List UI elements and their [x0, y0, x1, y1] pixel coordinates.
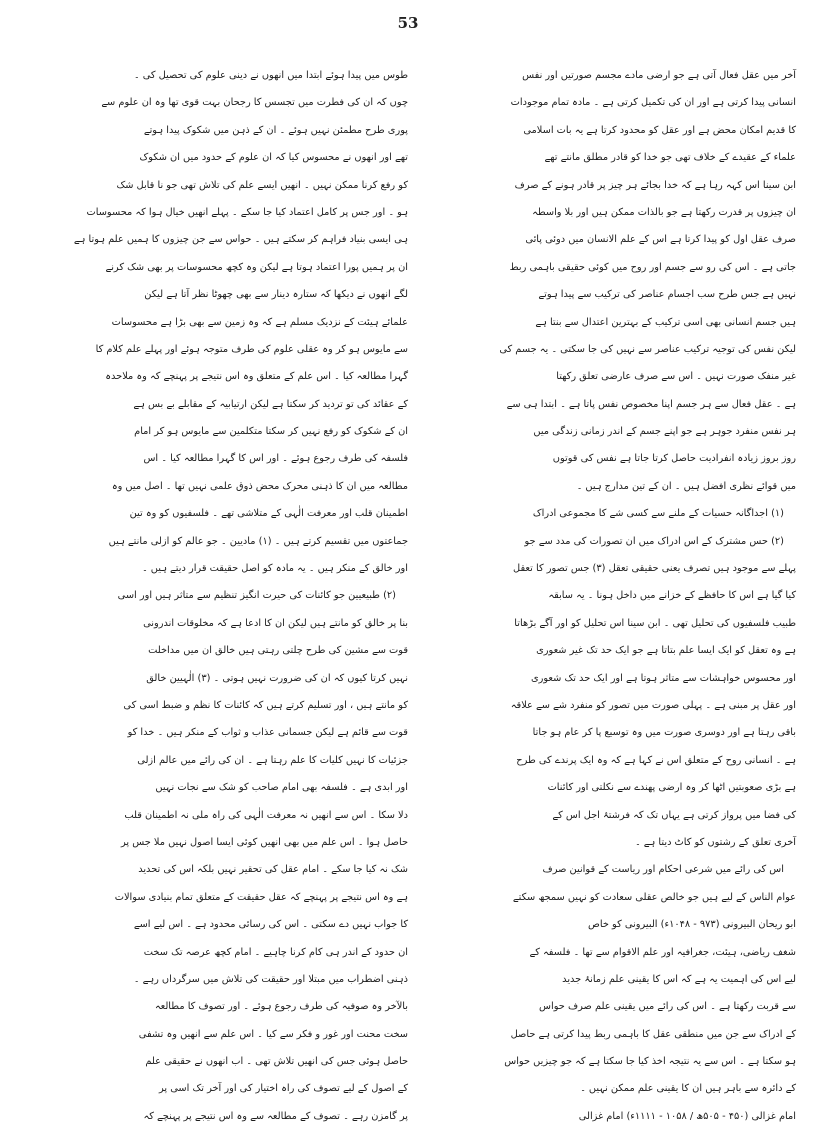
- text-line: لیے اس کی اہمیت یہ ہے کہ اس کا یقینی علم زمانۂ جدید: [562, 973, 796, 985]
- text-line: پر گامزن رہے ۔ تصوف کے مطالعہ سے وہ اس نتیجے پر پہنچے کہ: [143, 1110, 408, 1122]
- text-line: علماء کے عقیدے کے خلاف تھی جو خدا کو قادر مطلق مانتے تھے: [544, 152, 796, 164]
- text-line: جاتی ہے ۔ اس کی رو سے جسم اور روح میں کوئی حقیقی باہمی ربط: [509, 261, 796, 273]
- text-line: قوت سے قائم ہے لیکن جسمانی عذاب و ثواب کے منکر ہیں ۔ خدا کو: [127, 727, 408, 739]
- text-line: لیکن نفس کی توجیہ ترکیب عناصر سے نہیں کی جا سکتی ۔ یہ جسم کی: [499, 343, 796, 355]
- text-line: امام غزالی (۴۵۰ - ۵۰۵ھ / ۱۰۵۸ - ۱۱۱۱ء) امام غزالی: [578, 1110, 796, 1122]
- text-line: کو مانتے ہیں ، اور تسلیم کرتے ہیں کہ کائنات کا نظم و ضبط اسی کی: [123, 699, 408, 711]
- text-line: باقی رہتا ہے اور دوسری صورت میں وہ توسیع پا کر عام ہو جاتا: [532, 727, 796, 739]
- text-line: طبیب فلسفیوں کی تحلیل تھی ۔ ابن سینا اس تحلیل کو اور آگے بڑھاتا: [514, 617, 796, 629]
- text-line: شغف ریاضی، ہیئت، جغرافیہ اور علم الاقوام سے تھا ۔ فلسفہ کے: [529, 946, 796, 958]
- text-line: پہلے سے موجود ہیں تصرف یعنی حقیقی تعقل (۳) جس تصور کا تعقل: [513, 563, 796, 575]
- text-line: ہے وہ اس نتیجے پر پہنچے کہ عقل حقیقت کے متعلق تمام بنیادی سوالات: [114, 891, 408, 903]
- text-line: کے اصول کے لیے تصوف کی راہ اختیار کی اور آخر تک اسی پر: [159, 1083, 408, 1095]
- text-line: علمائے ہیئت کے نزدیک مسلم ہے کہ وہ زمین سے بھی بڑا ہے محسوسات: [111, 316, 408, 328]
- text-line: حاصل ہوئی جس کی انھیں تلاش تھی ۔ اب انھوں نے حقیقی علم: [145, 1056, 408, 1068]
- text-line: ان حدود کے اندر ہی کام کرنا چاہیے ۔ امام کچھ عرصہ تک سخت: [143, 946, 408, 958]
- text-line: ان کے شکوک کو رفع نہیں کر سکتا متکلمین سے مایوس ہو کر امام: [134, 426, 408, 438]
- text-line: غیر منفک صورت نہیں ۔ اس سے صرف عارضی تعلق رکھتا: [556, 371, 796, 383]
- text-line: کا قدیم امکان محض ہے اور عقل کو محدود کرتا ہے یہ بات اسلامی: [523, 124, 796, 136]
- text-line: اور عقل پر مبنی ہے ۔ پہلی صورت میں تصور کو منفرد شے سے علاقہ: [510, 699, 796, 711]
- text-line: کے دائرہ سے باہر ہیں ان کا یقینی علم ممکن نہیں ۔: [580, 1083, 796, 1095]
- text-line: طوس میں پیدا ہوئے ابتدا میں انھوں نے دینی علوم کی تحصیل کی ۔: [133, 70, 408, 81]
- text-line: روز بروز زیادہ انفرادیت حاصل کرتا جاتا ہے نفس کی قوتوں: [552, 453, 796, 465]
- text-line: ہے ۔ انسانی روح کے متعلق اس نے کہا ہے کہ وہ ایک پرندے کی طرح: [516, 754, 796, 766]
- text-line: فلسفہ کی طرف رجوع ہوئے ۔ اور اس کا گہرا مطالعہ کیا ۔ اس: [143, 453, 408, 465]
- text-line: نہیں ہے جس طرح سب اجسام عناصر کی ترکیب سے پیدا ہوتے: [538, 289, 796, 301]
- text-line: حاصل ہوا ۔ اس علم میں بھی انھیں کوئی ایسا اصول نہیں ملا جس پر: [120, 836, 408, 848]
- text-line: ہے ۔ عقل فعال سے ہر جسم اپنا مخصوص نفس پاتا ہے ۔ ابتدا ہی سے: [506, 398, 796, 410]
- text-line: (۲) حس مشترک کے اس ادراک میں ان تصورات کی مدد سے جو: [524, 535, 784, 547]
- text-line: (۲) طبیعیین جو کائنات کی حیرت انگیز تنظیم سے متاثر ہیں اور اسی: [117, 590, 396, 602]
- text-line: پوری طرح مطمئن نہیں ہوئے ۔ ان کے ذہن میں شکوک پیدا ہوتے: [143, 124, 408, 136]
- text-line: تھے اور انھوں نے محسوس کیا کہ ان علوم کے حدود میں ان شکوک: [139, 152, 408, 164]
- text-line: قوت سے مشین کی طرح چلتی رہتی ہیں خالق ان میں مداخلت: [148, 645, 408, 657]
- text-line: کو رفع کرنا ممکن نہیں ۔ انھیں ایسے علم کی تلاش تھی جو نا قابل شک: [116, 179, 408, 191]
- text-line: اور ابدی ہے ۔ فلسفہ بھی امام صاحب کو شک سے نجات نہیں: [155, 782, 408, 794]
- text-line: جماعتوں میں تقسیم کرتے ہیں ۔ (۱) مادیین ۔ جو عالم کو ازلی مانتے ہیں: [108, 535, 408, 547]
- text-line: بنا پر خالق کو مانتے ہیں لیکن ان کا ادعا ہے کہ مخلوقات اندرونی: [143, 617, 408, 629]
- text-line: نہیں کرتا کیوں کہ ان کی ضرورت نہیں ہوتی ۔ (۳) الٰہیین خالق: [146, 672, 408, 684]
- page-number: 53: [397, 14, 419, 32]
- text-line: اطمینان قلب اور معرفت الٰہی کے متلاشی تھے ۔ فلسفیوں کو وہ تین: [129, 508, 408, 520]
- text-line: چوں کہ ان کی فطرت میں تجسس کا رجحان بہت قوی تھا وہ ان علوم سے: [101, 97, 408, 109]
- text-line: ہی ایسی بنیاد فراہم کر سکتے ہیں ۔ حواس سے جن چیزوں کا ہمیں علم ہوتا ہے: [73, 234, 408, 246]
- text-line: آخر میں عقل فعال آتی ہے جو ارضی مادے مجسم صورتیں اور نفس: [522, 70, 796, 81]
- text-line: کا جواب نہیں دے سکتی ۔ اس کی رسائی محدود ہے ۔ اس لیے اسے: [133, 919, 408, 931]
- text-line: بالآخر وہ صوفیہ کی طرف رجوع ہوئے ۔ اور تصوف کا مطالعہ: [154, 1001, 408, 1013]
- text-line: جزئیات کا نہیں کلیات کا علم رہتا ہے ۔ ان کی رائے میں عالم ازلی: [137, 754, 408, 766]
- text-line: شک نہ کیا جا سکے ۔ امام عقل کی تحقیر نہیں بلکہ اس کی تحدید: [138, 864, 408, 876]
- right-text-column: [410, 62, 796, 1122]
- text-line: دلا سکا ۔ اس سے انھیں نہ معرفت الٰہی کی راہ ملی نہ اطمینان قلب: [124, 809, 408, 821]
- text-line: ہے بڑی صعوبتیں اٹھا کر وہ ارضی پھندے سے نکلتی اور کائنات: [547, 782, 796, 794]
- text-line: (۱) اجداگانہ حسیات کے ملنے سے کسی شے کا مجموعی ادراک: [532, 508, 784, 520]
- text-line: ان پر ہمیں پورا اعتماد ہوتا ہے لیکن وہ کچھ محسوسات پر بھی شک کرنے: [105, 261, 408, 273]
- text-line: کیا گیا ہے اس کا حافظے کے خزانے میں داخل ہونا ۔ یہ سابقہ: [548, 590, 796, 602]
- text-line: صرف عقل اول کو پیدا کرتا ہے اس کے علم الانسان میں دوئی پائی: [525, 234, 796, 246]
- text-line: کی فضا میں پرواز کرتی ہے یہاں تک کہ فرشتۂ اجل اس کے: [552, 809, 796, 821]
- text-line: انسانی پیدا کرتی ہے اور ان کی تکمیل کرتی ہے ۔ مادہ تمام موجودات: [510, 97, 796, 109]
- text-line: کے عقائد کی تو تردید کر سکتا ہے لیکن ارتیابیہ کے مقابلے بے بس ہے: [133, 398, 408, 410]
- text-line: میں قوائے نظری افضل ہیں ۔ ان کے تین مدارج ہیں ۔: [576, 480, 796, 492]
- text-line: اور محسوس خواہشات سے متاثر ہوتا ہے اور ایک حد تک شعوری: [530, 672, 796, 684]
- text-line: سے قربت رکھتا ہے ۔ اس کی رائے میں یقینی علم صرف حواس: [539, 1001, 796, 1013]
- text-line: گہرا مطالعہ کیا ۔ اس علم کے متعلق وہ اس نتیجے پر پہنچے کہ وہ ملاحدہ: [105, 371, 408, 383]
- text-line: ذہنی اضطراب میں مبتلا اور حقیقت کی تلاش میں سرگرداں رہے ۔: [133, 973, 408, 985]
- text-line: لگے انھوں نے دیکھا کہ ستارہ دینار سے بھی چھوٹا نظر آتا ہے لیکن: [144, 289, 408, 301]
- text-line: کے ادراک سے جن میں منطقی عقل کا باہمی ربط پیدا کرتی ہے حاصل: [510, 1028, 796, 1040]
- text-line: ابن سینا اس کہہ رہا ہے کہ خدا بجائے ہر چیز پر قادر ہونے کے صرف: [514, 179, 796, 191]
- text-line: آخری تعلق کے رشتوں کو کاٹ دیتا ہے ۔: [634, 836, 796, 848]
- text-line: اور خالق کے منکر ہیں ۔ یہ مادہ کو اصل حقیقت قرار دیتے ہیں ۔: [141, 563, 408, 575]
- text-line: ہے وہ تعقل کو ایک ایسا علم بتاتا ہے جو ایک حد تک غیر شعوری: [536, 645, 796, 657]
- text-line: ابو ریحان البیرونی (۹۷۳ - ۱۰۴۸ء) البیرونی کو خاص: [588, 919, 796, 931]
- text-line: ہر نفس منفرد جوہر ہے جو اپنے جسم کے اندر زمانی زندگی میں: [533, 426, 796, 438]
- text-line: مطالعہ میں ان کا ذہنی محرک محض ذوق علمی نہیں تھا ۔ اصل میں وہ: [111, 480, 408, 492]
- text-line: ہو ۔ اور جس پر کامل اعتماد کیا جا سکے ۔ پہلے انھیں خیال ہوا کہ محسوسات: [86, 206, 408, 218]
- text-line: سخت محنت اور غور و فکر سے کیا ۔ اس علم سے انھیں وہ تشفی: [138, 1028, 408, 1040]
- text-line: اس کی رائے میں شرعی احکام اور ریاست کے قوانین صرف: [542, 864, 784, 876]
- left-text-column: [20, 62, 408, 1122]
- text-line: ان چیزوں پر قدرت رکھتا ہے جو بالذات ممکن ہیں اور بلا واسطہ: [532, 206, 796, 218]
- text-line: ہیں جسم انسانی بھی اسی ترکیب کے بہترین اعتدال سے بنتا ہے: [535, 316, 796, 328]
- text-line: عوام الناس کے لیے ہیں جو خالص عقلی سعادت کو نہیں سمجھ سکتے: [512, 891, 796, 903]
- text-line: سے مایوس ہو کر وہ عقلی علوم کی طرف متوجہ ہوئے اور پہلے علم کلام کا: [95, 343, 408, 355]
- text-line: ہو سکتا ہے ۔ اس سے یہ نتیجہ اخذ کیا جا سکتا ہے کہ جو چیزیں حواس: [504, 1056, 796, 1068]
